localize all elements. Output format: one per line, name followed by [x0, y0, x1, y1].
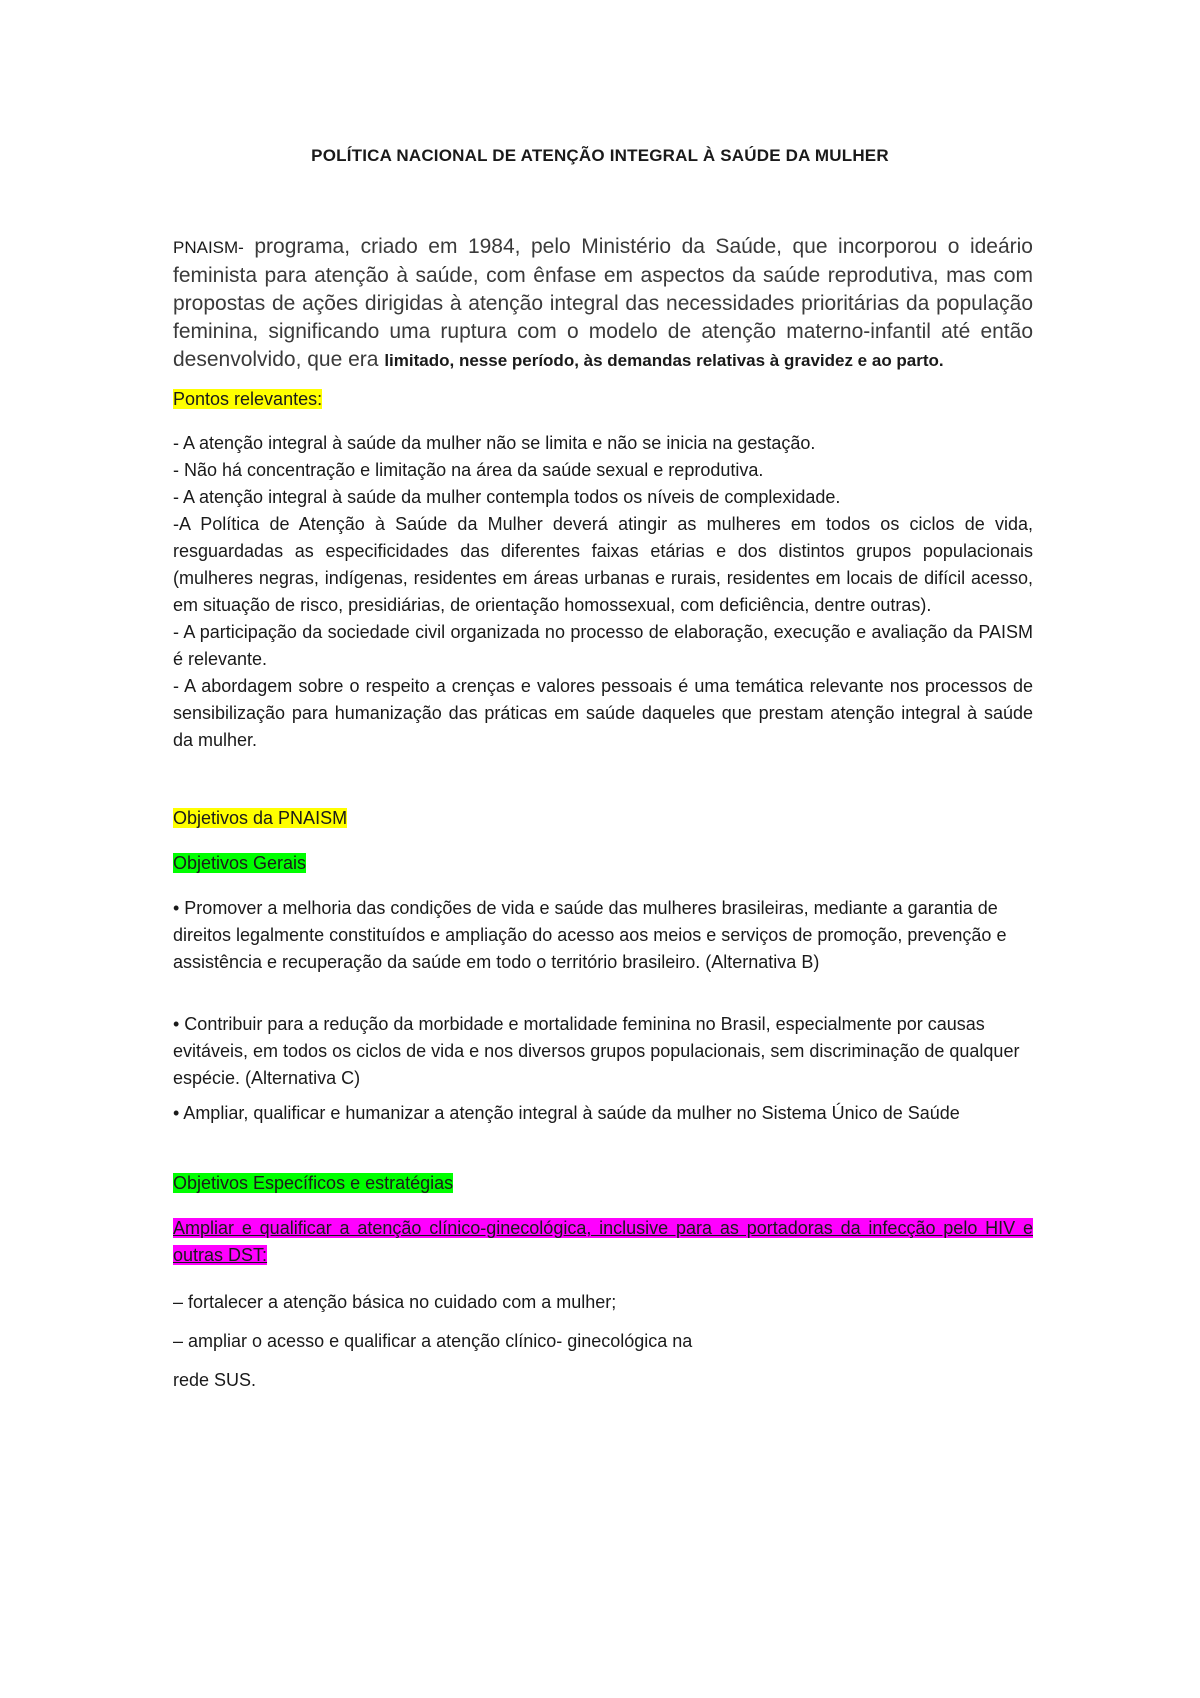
page-title: POLÍTICA NACIONAL DE ATENÇÃO INTEGRAL À SAÚDE DA MULHER [311, 146, 889, 165]
intro-lead: PNAISM- [173, 238, 244, 257]
pontos-heading-text: Pontos relevantes: [173, 389, 323, 409]
especificos-item-2: – ampliar o acesso e qualificar a atenção clínico- ginecológica na [173, 1331, 693, 1351]
especificos-item-1: – fortalecer a atenção básica no cuidado com a mulher; [173, 1292, 617, 1312]
list-item: - A participação da sociedade civil organizada no processo de elaboração, execução e avaliação da PAISM é relevante. [173, 622, 1033, 669]
pontos-heading [173, 386, 1033, 413]
gerais-heading [173, 850, 1033, 877]
list-item: - A abordagem sobre o respeito a crenças e valores pessoais é uma temática relevante nos processos de sensibilização para humanização das práticas em saúde daqueles que prestam atenção integral à saúde da mulher. [173, 676, 1033, 750]
objetivos-heading-text: Objetivos da PNAISM [173, 808, 348, 828]
list-item: -A Política de Atenção à Saúde da Mulher deverá atingir as mulheres em todos os ciclos de vida, resguardadas as especificidades das diferentes faixas etárias e dos distintos grupos populacionais (mulheres negras, indígenas, residentes em áreas urbanas e rurais, residentes em locais de difícil acesso, em situação de risco, presidiárias, de orientação homossexual, com deficiência, dentre outras). [173, 514, 1033, 615]
gerais-heading-text: Objetivos Gerais [173, 853, 307, 873]
magenta-heading [173, 1215, 1033, 1269]
gerais-item-1: • Promover a melhoria das condições de vida e saúde das mulheres brasileiras, mediante a garantia de direitos legalmente constituídos e ampliação do acesso aos meios e serviços de promoção, prevenção e assistência e recuperação da saúde em todo o território brasileiro. (Alternativa B) [173, 898, 1007, 972]
objetivos-heading [173, 805, 1033, 832]
especificos-item-3: rede SUS. [173, 1370, 257, 1390]
intro-tail: limitado, nesse período, às demandas relativas à gravidez e ao parto. [384, 351, 944, 370]
list-item: - A atenção integral à saúde da mulher não se limita e não se inicia na gestação. [173, 433, 816, 453]
especificos-heading-text: Objetivos Específicos e estratégias [173, 1173, 454, 1193]
intro-paragraph [173, 233, 1033, 375]
list-item: - Não há concentração e limitação na área da saúde sexual e reprodutiva. [173, 460, 764, 480]
gerais-item-2: • Contribuir para a redução da morbidade e mortalidade feminina no Brasil, especialmente por causas evitáveis, em todos os ciclos de vida e nos diversos grupos populacionais, sem discriminação de qualquer espécie. (Alternativa C) [173, 1014, 1020, 1088]
pontos-list [173, 430, 1033, 754]
magenta-heading-text: Ampliar e qualificar a atenção clínico-ginecológica, inclusive para as portadoras da infecção pelo HIV e outras DST: [173, 1218, 1033, 1265]
gerais-item-3: • Ampliar, qualificar e humanizar a atenção integral à saúde da mulher no Sistema Único de Saúde [173, 1103, 960, 1123]
list-item: - A atenção integral à saúde da mulher contempla todos os níveis de complexidade. [173, 487, 841, 507]
intro-body: programa, criado em 1984, pelo Ministério da Saúde, que incorporou o ideário feminista para atenção à saúde, com ênfase em aspectos da saúde reprodutiva, mas com propostas de ações dirigidas à atenção integral das necessidades prioritárias da população feminina, significando uma ruptura com o modelo de atenção materno-infantil até então desenvolvido, que era [173, 235, 1033, 371]
especificos-heading [173, 1170, 1033, 1197]
